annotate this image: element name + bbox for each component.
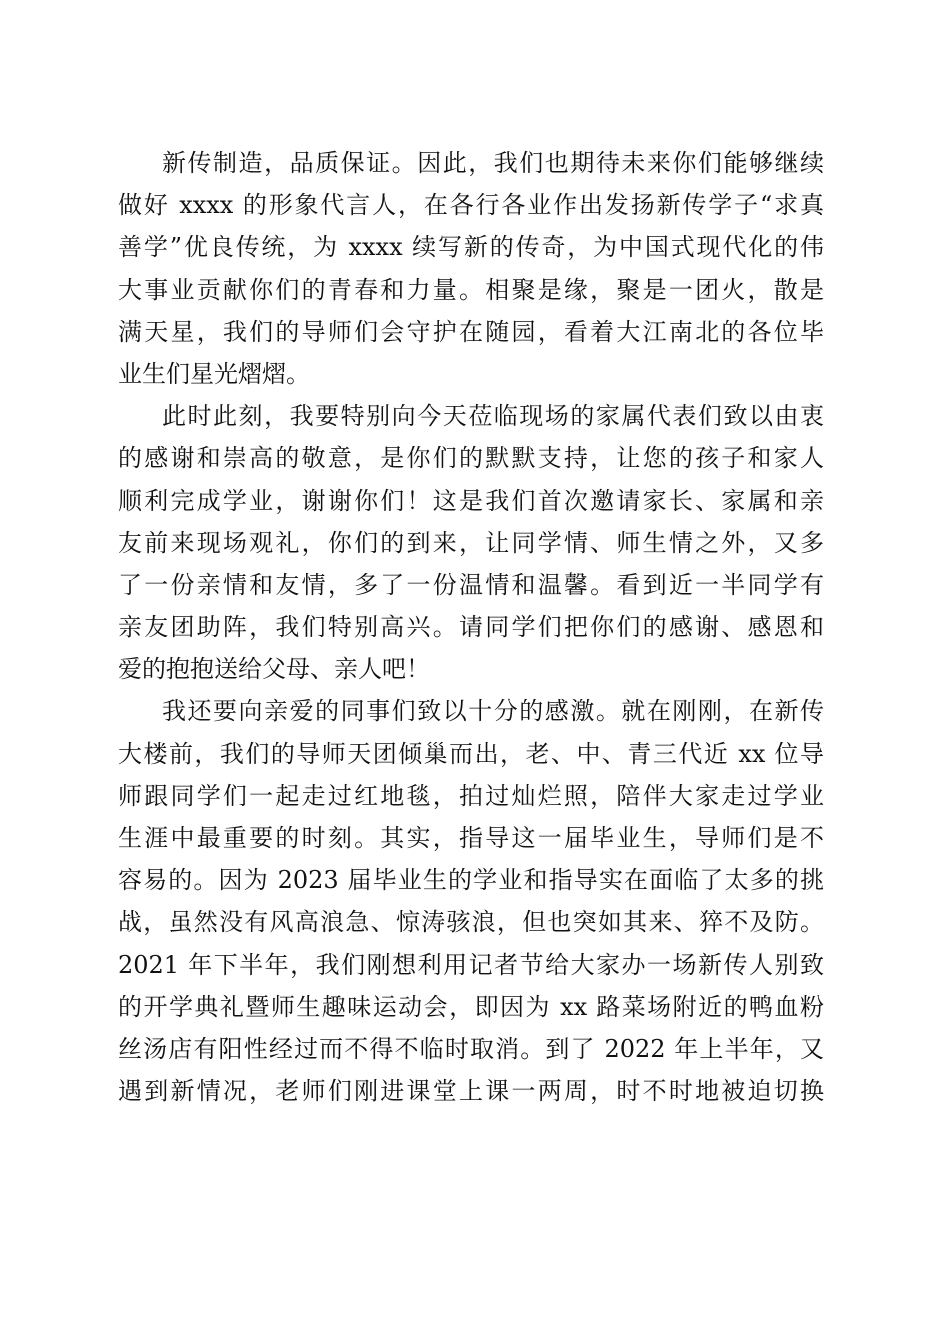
text-line: 大楼前，我们的导师天团倾巢而出，老、中、青三代近 xx 位导 <box>118 739 824 768</box>
text-line: 满天星，我们的导师们会守护在随园，看着大江南北的各位毕 <box>118 317 824 346</box>
text-line: 做好 xxxx 的形象代言人，在各行各业作出发扬新传学子“求真 <box>118 191 824 220</box>
text-line: 业生们星光熠熠。 <box>118 359 310 388</box>
text-line: 大事业贡献你们的青春和力量。相聚是缘，聚是一团火，散是 <box>118 275 824 304</box>
text-line: 师跟同学们一起走过红地毯，拍过灿烂照，陪伴大家走过学业 <box>118 781 824 810</box>
text-line: 容易的。因为 2023 届毕业生的学业和指导实在面临了太多的挑 <box>118 866 824 895</box>
text-line: 遇到新情况，老师们刚进课堂上课一两周，时不时地被迫切换 <box>118 1077 824 1106</box>
paragraph-first-line: 我还要向亲爱的同事们致以十分的感激。就在刚刚，在新传 <box>162 697 824 726</box>
text-line: 的开学典礼暨师生趣味运动会，即因为 xx 路菜场附近的鸭血粉 <box>118 992 824 1021</box>
text-line: 了一份亲情和友情，多了一份温情和温馨。看到近一半同学有 <box>118 570 824 599</box>
text-line: 2021 年下半年，我们刚想利用记者节给大家办一场新传人别致 <box>118 950 824 979</box>
text-line: 友前来现场观礼，你们的到来，让同学情、师生情之外，又多 <box>118 528 824 557</box>
text-line: 生涯中最重要的时刻。其实，指导这一届毕业生，导师们是不 <box>118 824 824 852</box>
body-text <box>118 142 824 1112</box>
text-line: 的感谢和崇高的敬意，是你们的默默支持，让您的孩子和家人 <box>118 444 824 473</box>
paragraph-first-line: 新传制造，品质保证。因此，我们也期待未来你们能够继续 <box>162 149 824 177</box>
text-line: 亲友团助阵，我们特别高兴。请同学们把你们的感谢、感恩和 <box>118 613 824 642</box>
text-line: 爱的抱抱送给父母、亲人吧！ <box>118 655 430 684</box>
text-line: 善学”优良传统，为 xxxx 续写新的传奇，为中国式现代化的伟 <box>118 233 824 262</box>
text-line: 战，虽然没有风高浪急、惊涛骇浪，但也突如其来、猝不及防。 <box>118 908 824 937</box>
paragraph-first-line: 此时此刻，我要特别向今天莅临现场的家属代表们致以由衷 <box>162 402 824 431</box>
text-line: 顺利完成学业，谢谢你们！这是我们首次邀请家长、家属和亲 <box>118 486 824 515</box>
text-line: 丝汤店有阳性经过而不得不临时取消。到了 2022 年上半年，又 <box>118 1034 824 1063</box>
